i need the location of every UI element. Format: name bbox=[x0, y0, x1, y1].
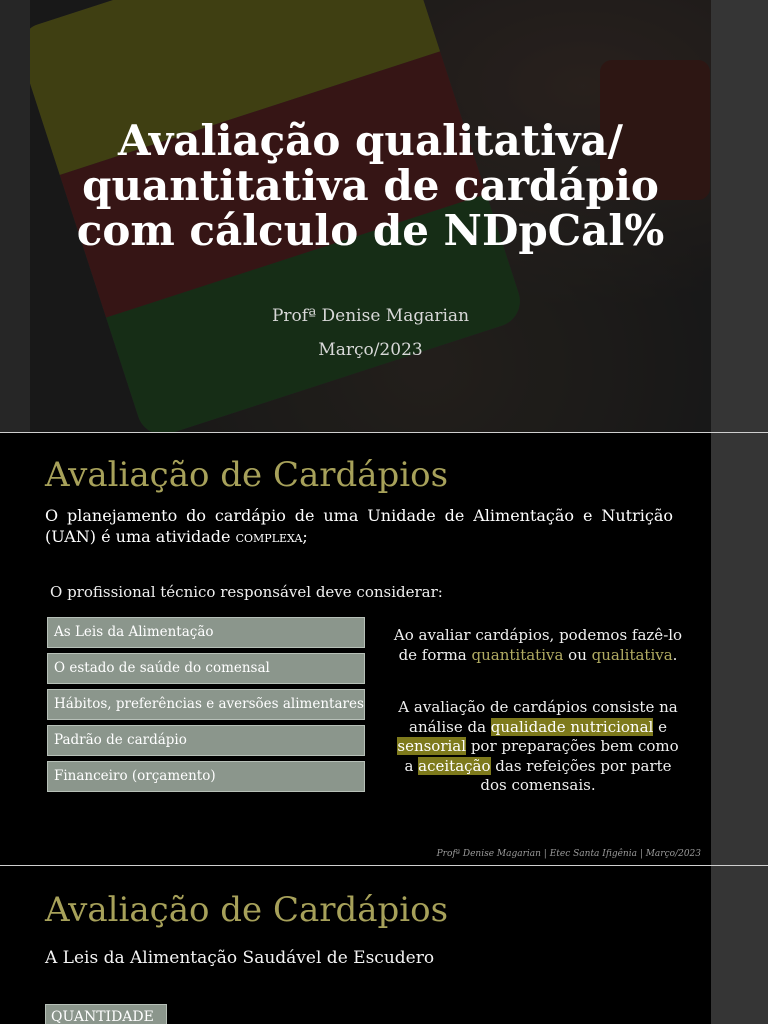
considerations-list bbox=[47, 617, 365, 797]
list-item: Padrão de cardápio bbox=[47, 725, 365, 756]
presentation-date: Março/2023 bbox=[318, 340, 423, 360]
intro-paragraph: O planejamento do cardápio de uma Unidade de Alimentação e Nutrição (UAN) é uma atividade complexa; bbox=[45, 506, 673, 546]
list-item: O estado de saúde do comensal bbox=[47, 653, 365, 684]
quantidade-tag: QUANTIDADE bbox=[45, 1004, 167, 1024]
list-item: Hábitos, preferências e aversões alimentares bbox=[47, 689, 365, 720]
considerar-text: O profissional técnico responsável deve considerar: bbox=[50, 583, 443, 601]
evaluation-forms-text: Ao avaliar cardápios, podemos fazê-lo de forma quantitativa ou qualitativa. bbox=[393, 626, 683, 664]
slide-3-leis[interactable] bbox=[0, 866, 711, 1024]
slide-1-title[interactable] bbox=[0, 0, 711, 432]
slide-heading: Avaliação de Cardápios bbox=[45, 455, 449, 495]
author-name: Profª Denise Magarian bbox=[271, 306, 470, 326]
side-panel bbox=[711, 0, 768, 1024]
list-item: Financeiro (orçamento) bbox=[47, 761, 365, 792]
slide-heading: Avaliação de Cardápios bbox=[45, 890, 449, 930]
slide-2-avaliacao[interactable] bbox=[0, 433, 711, 865]
evaluation-definition-text: A avaliação de cardápios consiste na análise da qualidade nutricional e sensorial por preparações bem como a aceitação das refeições por parte dos comensais. bbox=[397, 698, 679, 794]
list-item: As Leis da Alimentação bbox=[47, 617, 365, 648]
slide-footer: Profª Denise Magarian | Etec Santa Ifigênia | Março/2023 bbox=[436, 849, 701, 859]
leis-subtitle: A Leis da Alimentação Saudável de Escudero bbox=[45, 948, 435, 968]
presentation-title: Avaliação qualitativa/ quantitativa de cardápio com cálculo de NDpCal% bbox=[76, 116, 665, 255]
